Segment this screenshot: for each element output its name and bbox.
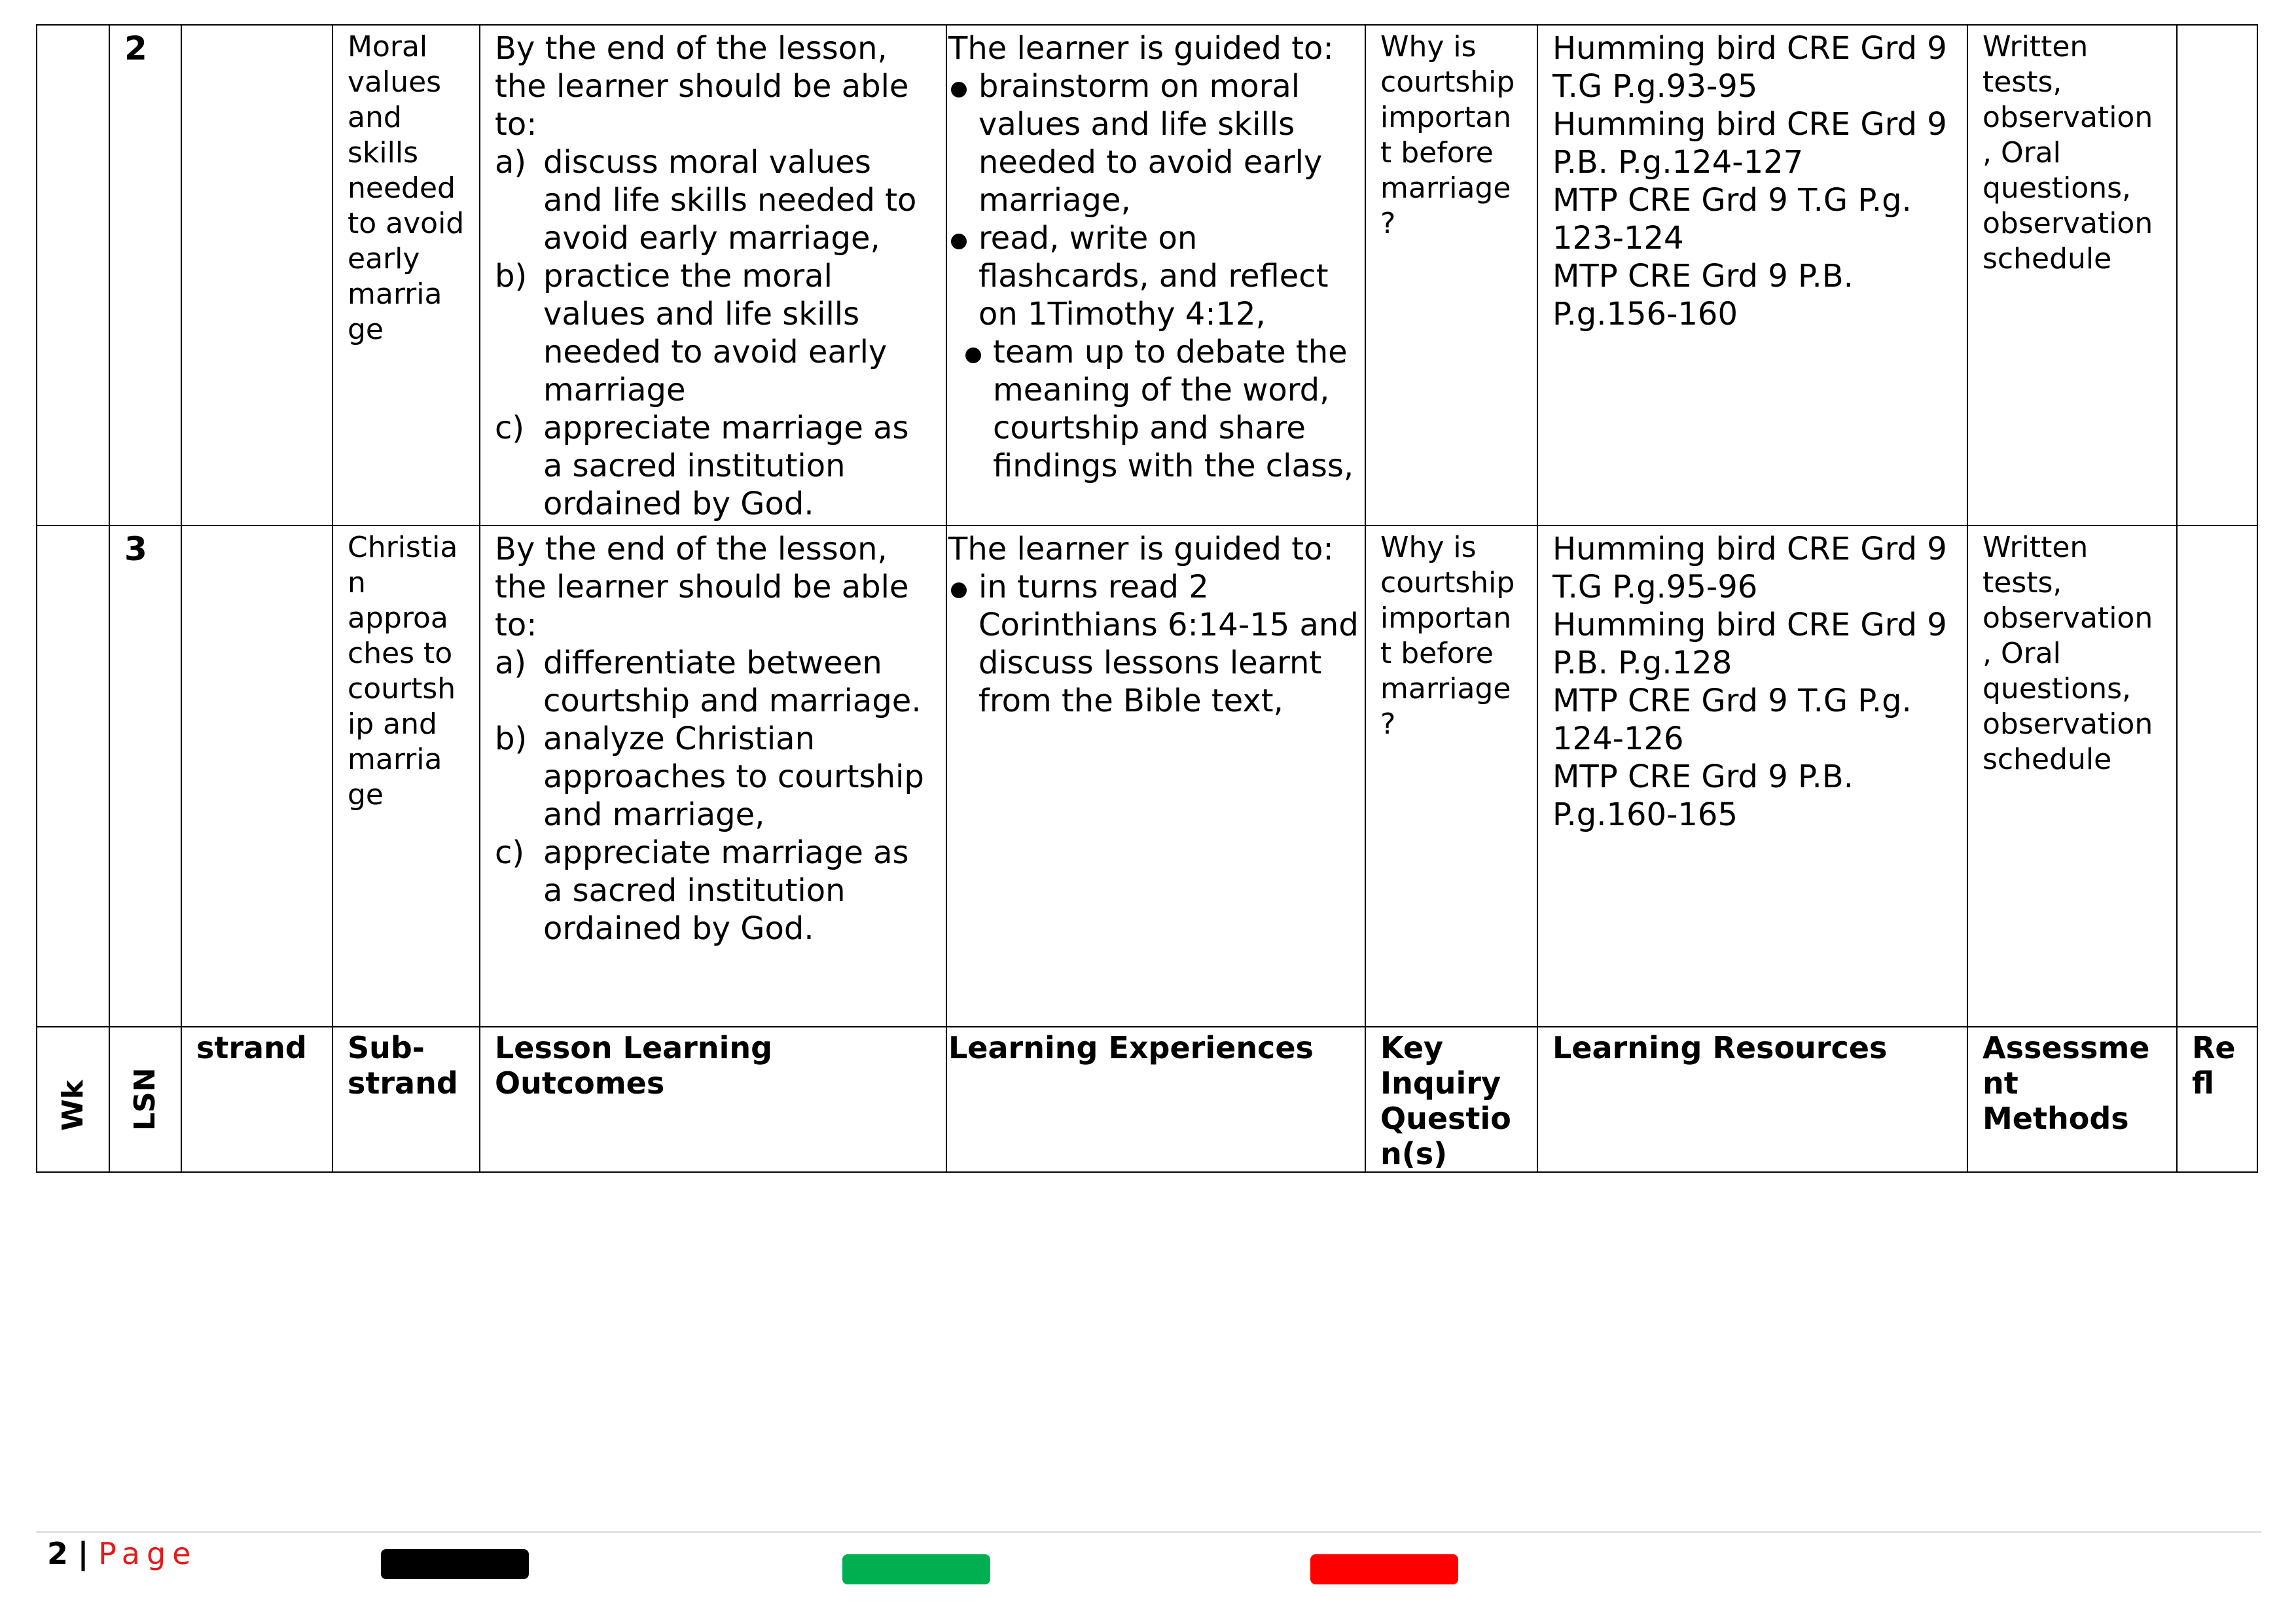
outcomes-intro: By the end of the lesson, the learner should be able to: [495, 30, 909, 143]
page-separator: | [77, 1536, 89, 1571]
strand-cell [181, 526, 332, 1027]
experiences-list-indented [948, 333, 1361, 485]
table-row [37, 25, 2257, 526]
list-item: read, write on flashcards, and reflect on 1Timothy 4:12, [948, 219, 1361, 333]
header-resources: Learning Resources [1537, 1027, 1967, 1172]
experiences-list [948, 67, 1361, 333]
key-question-cell: Why is courtship importan t before marriage ? [1365, 526, 1537, 1027]
resources-cell [1537, 25, 1967, 526]
table-header-row [37, 1027, 2257, 1172]
key-question-cell: Why is courtship importan t before marriage ? [1365, 25, 1537, 526]
outcomes-list [495, 143, 931, 523]
reflection-cell [2177, 526, 2257, 1027]
list-item: c) appreciate marriage as a sacred institution ordained by God. [495, 834, 909, 947]
list-item: a) discuss moral values and life skills needed to avoid early marriage, [495, 144, 917, 257]
strand-cell [181, 25, 332, 526]
outcomes-cell [480, 25, 946, 526]
list-item: b) analyze Christian approaches to courtship and marriage, [495, 721, 924, 833]
header-assessment: Assessme nt Methods [1967, 1027, 2177, 1172]
reflection-cell [2177, 25, 2257, 526]
table-row [37, 526, 2257, 1027]
header-outcomes: Lesson Learning Outcomes [480, 1027, 946, 1172]
footer-bar-green [842, 1554, 990, 1584]
list-item: b) practice the moral values and life skills needed to avoid early marriage [495, 258, 888, 408]
header-reflection: Re fl [2177, 1027, 2257, 1172]
week-cell [37, 526, 109, 1027]
resource-line: MTP CRE Grd 9 P.B. P.g.160-165 [1552, 758, 1854, 833]
lesson-number-cell: 2 [109, 25, 181, 526]
resources-cell [1537, 526, 1967, 1027]
resource-line: MTP CRE Grd 9 T.G P.g. 124-126 [1552, 683, 1912, 757]
scheme-of-work-table [36, 24, 2258, 1173]
bullet-icon [965, 348, 981, 363]
assessment-cell: Written tests, observation , Oral questions, observation schedule [1967, 25, 2177, 526]
header-experiences: Learning Experiences [946, 1027, 1365, 1172]
footer-divider [36, 1531, 2261, 1533]
header-wk [37, 1027, 109, 1172]
list-item: team up to debate the meaning of the word, courtship and share findings with the class, [948, 333, 1361, 485]
outcomes-cell [480, 526, 946, 1027]
page-word: Page [98, 1536, 198, 1571]
resource-line: MTP CRE Grd 9 T.G P.g. 123-124 [1552, 182, 1912, 257]
list-item: brainstorm on moral values and life skills needed to avoid early marriage, [948, 67, 1361, 219]
substrand-cell: Christia n approa ches to courtsh ip and marria ge [332, 526, 480, 1027]
footer-bar-red [1310, 1554, 1458, 1584]
lesson-number-cell: 3 [109, 526, 181, 1027]
footer-bar-black [381, 1549, 529, 1579]
assessment-cell: Written tests, observation , Oral questions, observation schedule [1967, 526, 2177, 1027]
bullet-icon [951, 82, 967, 98]
list-item: a) differentiate between courtship and marriage. [495, 645, 922, 719]
page-number: 2 [47, 1536, 69, 1571]
resource-line: Humming bird CRE Grd 9 P.B. P.g.128 [1552, 607, 1947, 681]
bullet-icon [951, 234, 967, 249]
outcomes-list [495, 644, 931, 948]
page-footer [47, 1535, 197, 1572]
resource-line: Humming bird CRE Grd 9 T.G P.g.95-96 [1552, 531, 1947, 605]
experiences-cell [946, 526, 1365, 1027]
list-item: c) appreciate marriage as a sacred institution ordained by God. [495, 410, 909, 522]
experiences-intro: The learner is guided to: [948, 531, 1334, 567]
header-wk-label: Wk [56, 1080, 90, 1131]
header-lsn [109, 1027, 181, 1172]
bullet-icon [951, 582, 967, 598]
experiences-intro: The learner is guided to: [948, 30, 1334, 67]
header-key-question: Key Inquiry Questio n(s) [1365, 1027, 1537, 1172]
week-cell [37, 25, 109, 526]
header-strand: strand [181, 1027, 332, 1172]
header-substrand: Sub-strand [332, 1027, 480, 1172]
resource-line: MTP CRE Grd 9 P.B. P.g.156-160 [1552, 258, 1854, 332]
outcomes-intro: By the end of the lesson, the learner should be able to: [495, 531, 909, 643]
header-lsn-label: LSN [128, 1067, 162, 1131]
experiences-list [948, 568, 1361, 720]
experiences-cell [946, 25, 1365, 526]
resource-line: Humming bird CRE Grd 9 T.G P.g.93-95 [1552, 30, 1947, 105]
list-item: in turns read 2 Corinthians 6:14-15 and discuss lessons learnt from the Bible text, [948, 568, 1361, 720]
resource-line: Humming bird CRE Grd 9 P.B. P.g.124-127 [1552, 106, 1947, 181]
substrand-cell: Moral values and skills needed to avoid early marria ge [332, 25, 480, 526]
